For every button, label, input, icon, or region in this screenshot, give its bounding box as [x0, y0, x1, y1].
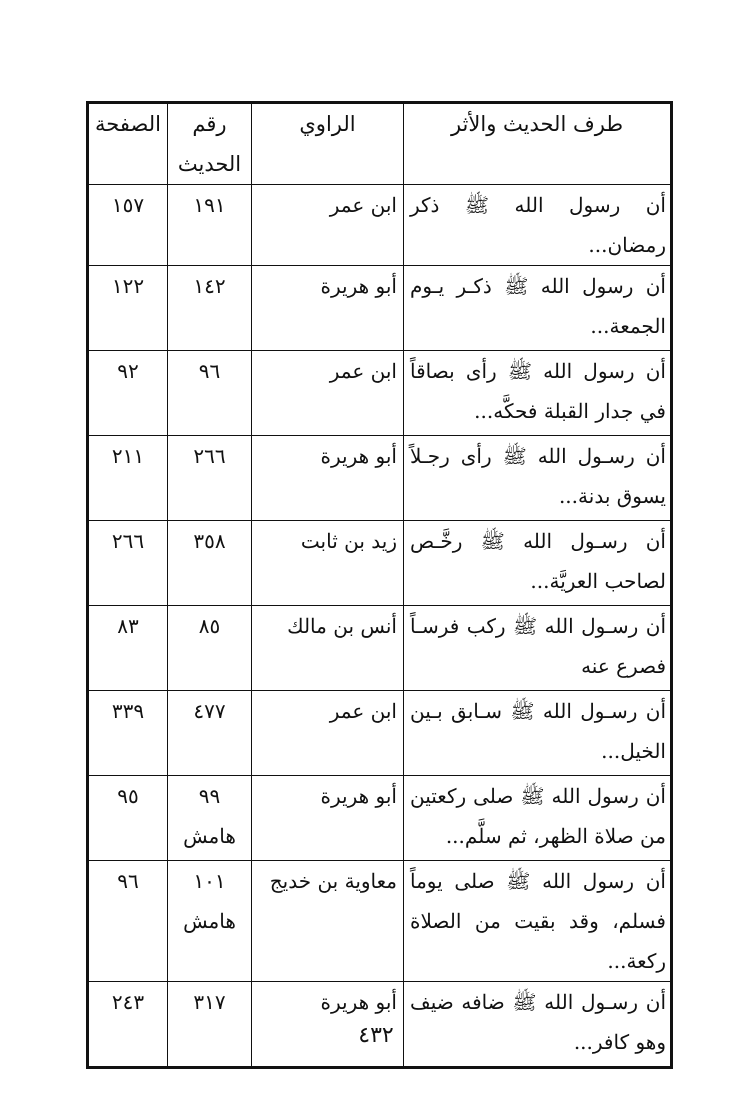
- raqm-cell: [168, 861, 252, 982]
- safha-cell: ٩٥: [88, 776, 168, 861]
- raqm-value: ٣١٧: [193, 990, 226, 1014]
- athar-cell: أن رسول الله ﷺ ذكـر يـوم الجمعة...: [404, 266, 672, 351]
- safha-cell: ٢٤٣: [88, 982, 168, 1068]
- raqm-note: هامش: [183, 824, 236, 848]
- athar-cell: أن رسول الله ﷺ صلى ركعتين من صلاة الظهر، ثم سلَّم...: [404, 776, 672, 861]
- table-row: [88, 266, 672, 351]
- raqm-value: ٤٧٧: [193, 699, 226, 723]
- raqm-value: ١٤٢: [193, 274, 226, 298]
- raqm-value: ٩٩: [198, 784, 221, 808]
- table-row: [88, 776, 672, 861]
- table-row: [88, 521, 672, 606]
- rawi-cell: ابن عمر: [252, 185, 404, 266]
- athar-cell: أن رسـول الله ﷺ رأى رجـلاً يسوق بدنة...: [404, 436, 672, 521]
- table-row: [88, 351, 672, 436]
- raqm-cell: [168, 351, 252, 436]
- rawi-cell: أبو هريرة: [252, 982, 404, 1068]
- header-raqm: رقم الحديث: [168, 103, 252, 185]
- safha-cell: ٢٦٦: [88, 521, 168, 606]
- rawi-cell: أنس بن مالك: [252, 606, 404, 691]
- rawi-cell: معاوية بن خديج: [252, 861, 404, 982]
- raqm-cell: [168, 776, 252, 861]
- raqm-cell: [168, 521, 252, 606]
- hadith-index-table: [86, 101, 673, 1069]
- safha-cell: ٩٢: [88, 351, 168, 436]
- athar-cell: أن رسـول الله ﷺ ضافه ضيف وهو كافر...: [404, 982, 672, 1068]
- raqm-value: ٨٥: [198, 614, 221, 638]
- raqm-cell: [168, 436, 252, 521]
- raqm-cell: [168, 691, 252, 776]
- safha-cell: ٨٣: [88, 606, 168, 691]
- table-row: [88, 185, 672, 266]
- rawi-cell: زيد بن ثابت: [252, 521, 404, 606]
- safha-cell: ٢١١: [88, 436, 168, 521]
- rawi-cell: ابن عمر: [252, 351, 404, 436]
- header-rawi: الراوي: [252, 103, 404, 185]
- athar-cell: أن رسول الله ﷺ ذكر رمضان...: [404, 185, 672, 266]
- rawi-cell: أبو هريرة: [252, 436, 404, 521]
- raqm-value: ٩٦: [198, 359, 221, 383]
- table-row: [88, 861, 672, 982]
- safha-cell: ١٥٧: [88, 185, 168, 266]
- page-number: ٤٣٢: [358, 1023, 394, 1048]
- header-safha: الصفحة: [88, 103, 168, 185]
- safha-cell: ١٢٢: [88, 266, 168, 351]
- raqm-cell: [168, 606, 252, 691]
- athar-cell: أن رسول الله ﷺ رأى بصاقاً في جدار القبلة فحكَّه...: [404, 351, 672, 436]
- raqm-value: ١٠١: [193, 869, 226, 893]
- table-row: [88, 691, 672, 776]
- table-row: [88, 436, 672, 521]
- raqm-value: ٢٦٦: [193, 444, 226, 468]
- raqm-value: ٣٥٨: [193, 529, 226, 553]
- athar-cell: أن رسـول الله ﷺ ركب فرسـاً فصرع عنه: [404, 606, 672, 691]
- rawi-cell: أبو هريرة: [252, 266, 404, 351]
- safha-cell: ٣٣٩: [88, 691, 168, 776]
- raqm-note: هامش: [183, 909, 236, 933]
- athar-cell: أن رسـول الله ﷺ رخَّـص لصاحب العريَّة...: [404, 521, 672, 606]
- raqm-cell: [168, 185, 252, 266]
- safha-cell: ٩٦: [88, 861, 168, 982]
- header-row: [88, 103, 672, 185]
- rawi-cell: ابن عمر: [252, 691, 404, 776]
- athar-cell: أن رسول الله ﷺ صلى يوماً فسلم، وقد بقيت من الصلاة ركعة...: [404, 861, 672, 982]
- table-row: [88, 606, 672, 691]
- athar-cell: أن رسـول الله ﷺ سـابق بـين الخيل...: [404, 691, 672, 776]
- raqm-value: ١٩١: [193, 193, 226, 217]
- raqm-cell: [168, 266, 252, 351]
- header-athar: طرف الحديث والأثر: [404, 103, 672, 185]
- rawi-cell: أبو هريرة: [252, 776, 404, 861]
